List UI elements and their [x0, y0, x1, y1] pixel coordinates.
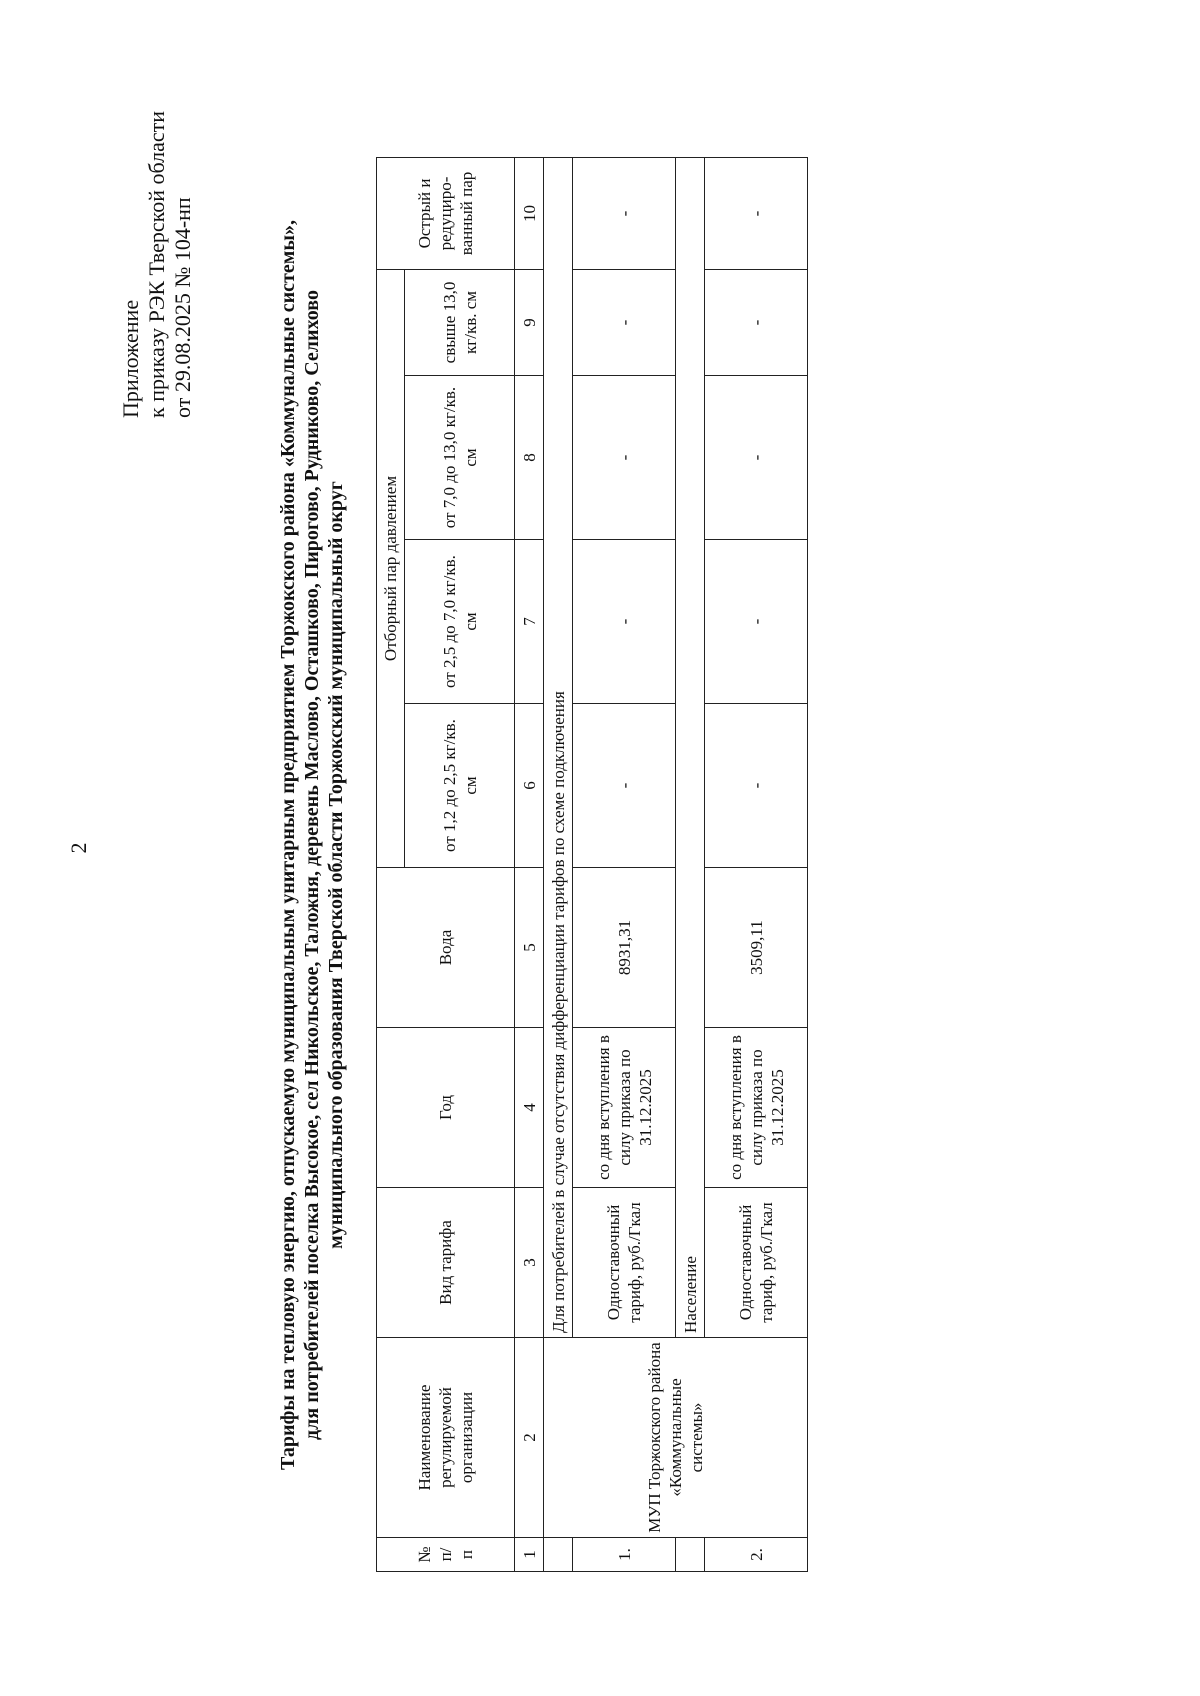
title-line: муниципального образования Тверской области Торжокский муниципальный округ	[325, 481, 347, 1249]
document-title	[276, 220, 348, 1470]
header-steam-2: от 2,5 до 7,0 кг/кв. см	[405, 540, 515, 704]
row-number: 1.	[573, 1538, 676, 1572]
row-number: 2.	[705, 1538, 808, 1572]
title-line: Тарифы на тепловую энергию, отпускаемую муниципальным унитарным предприятием Торжокского района «Коммунальные системы»,	[277, 220, 299, 1470]
column-number: 2	[515, 1338, 544, 1538]
steam-4-value: -	[573, 269, 676, 375]
header-steam-4: свыше 13,0 кг/кв. см	[405, 269, 515, 375]
column-number: 7	[515, 540, 544, 704]
empty-cell	[676, 1538, 705, 1572]
column-number: 3	[515, 1188, 544, 1338]
steam-1-value: -	[705, 704, 808, 868]
header-row	[377, 157, 405, 1571]
steam-3-value: -	[573, 376, 676, 540]
column-number: 4	[515, 1028, 544, 1188]
header-steam-group: Отборный пар давлением	[377, 269, 405, 867]
steam-2-value: -	[705, 540, 808, 704]
header-tariff-type: Вид тарифа	[377, 1188, 515, 1338]
steam-3-value: -	[705, 376, 808, 540]
organization-name: МУП Торжокского района «Коммунальные системы»	[544, 1338, 808, 1538]
tariff-type-cell: Одноставочный тариф, руб./Гкал	[573, 1188, 676, 1338]
header-water: Вода	[377, 868, 515, 1028]
appendix-line: к приказу РЭК Тверской области	[144, 110, 169, 418]
section-row	[544, 157, 573, 1571]
appendix-line: от 29.08.2025 № 104-нп	[170, 197, 195, 418]
header-steam-1: от 1,2 до 2,5 кг/кв. см	[405, 704, 515, 868]
steam-4-value: -	[705, 269, 808, 375]
page-number: 2	[66, 842, 91, 854]
tariff-table	[376, 157, 808, 1572]
section-label: Население	[676, 157, 705, 1337]
appendix-line: Приложение	[118, 299, 143, 418]
column-number: 6	[515, 704, 544, 868]
water-value: 8931,31	[573, 868, 676, 1028]
header-year: Год	[377, 1028, 515, 1188]
header-num: № п/ п	[377, 1538, 515, 1572]
column-number: 5	[515, 868, 544, 1028]
header-sharp-steam: Острый и редуциро-ванный пар	[377, 157, 515, 269]
appendix-reference	[118, 111, 196, 418]
column-number: 8	[515, 376, 544, 540]
empty-cell	[544, 1538, 573, 1572]
column-number-row	[515, 157, 544, 1571]
column-number: 10	[515, 157, 544, 269]
water-value: 3509,11	[705, 868, 808, 1028]
year-cell: со дня вступления в силу приказа по 31.12.2025	[705, 1028, 808, 1188]
column-number: 1	[515, 1538, 544, 1572]
sharp-steam-value: -	[573, 157, 676, 269]
sharp-steam-value: -	[705, 157, 808, 269]
section-label: Для потребителей в случае отсутствия дифференциации тарифов по схеме подключения	[544, 157, 573, 1337]
year-cell: со дня вступления в силу приказа по 31.12.2025	[573, 1028, 676, 1188]
title-line: для потребителей поселка Высокое, сел Никольское, Таложня, деревень Маслово, Осташково, Пирогово, Рудниково, Селихово	[301, 290, 323, 1440]
header-organization: Наименование регулируемой организации	[377, 1338, 515, 1538]
steam-2-value: -	[573, 540, 676, 704]
steam-1-value: -	[573, 704, 676, 868]
tariff-type-cell: Одноставочный тариф, руб./Гкал	[705, 1188, 808, 1338]
header-steam-3: от 7,0 до 13,0 кг/кв. см	[405, 376, 515, 540]
column-number: 9	[515, 269, 544, 375]
